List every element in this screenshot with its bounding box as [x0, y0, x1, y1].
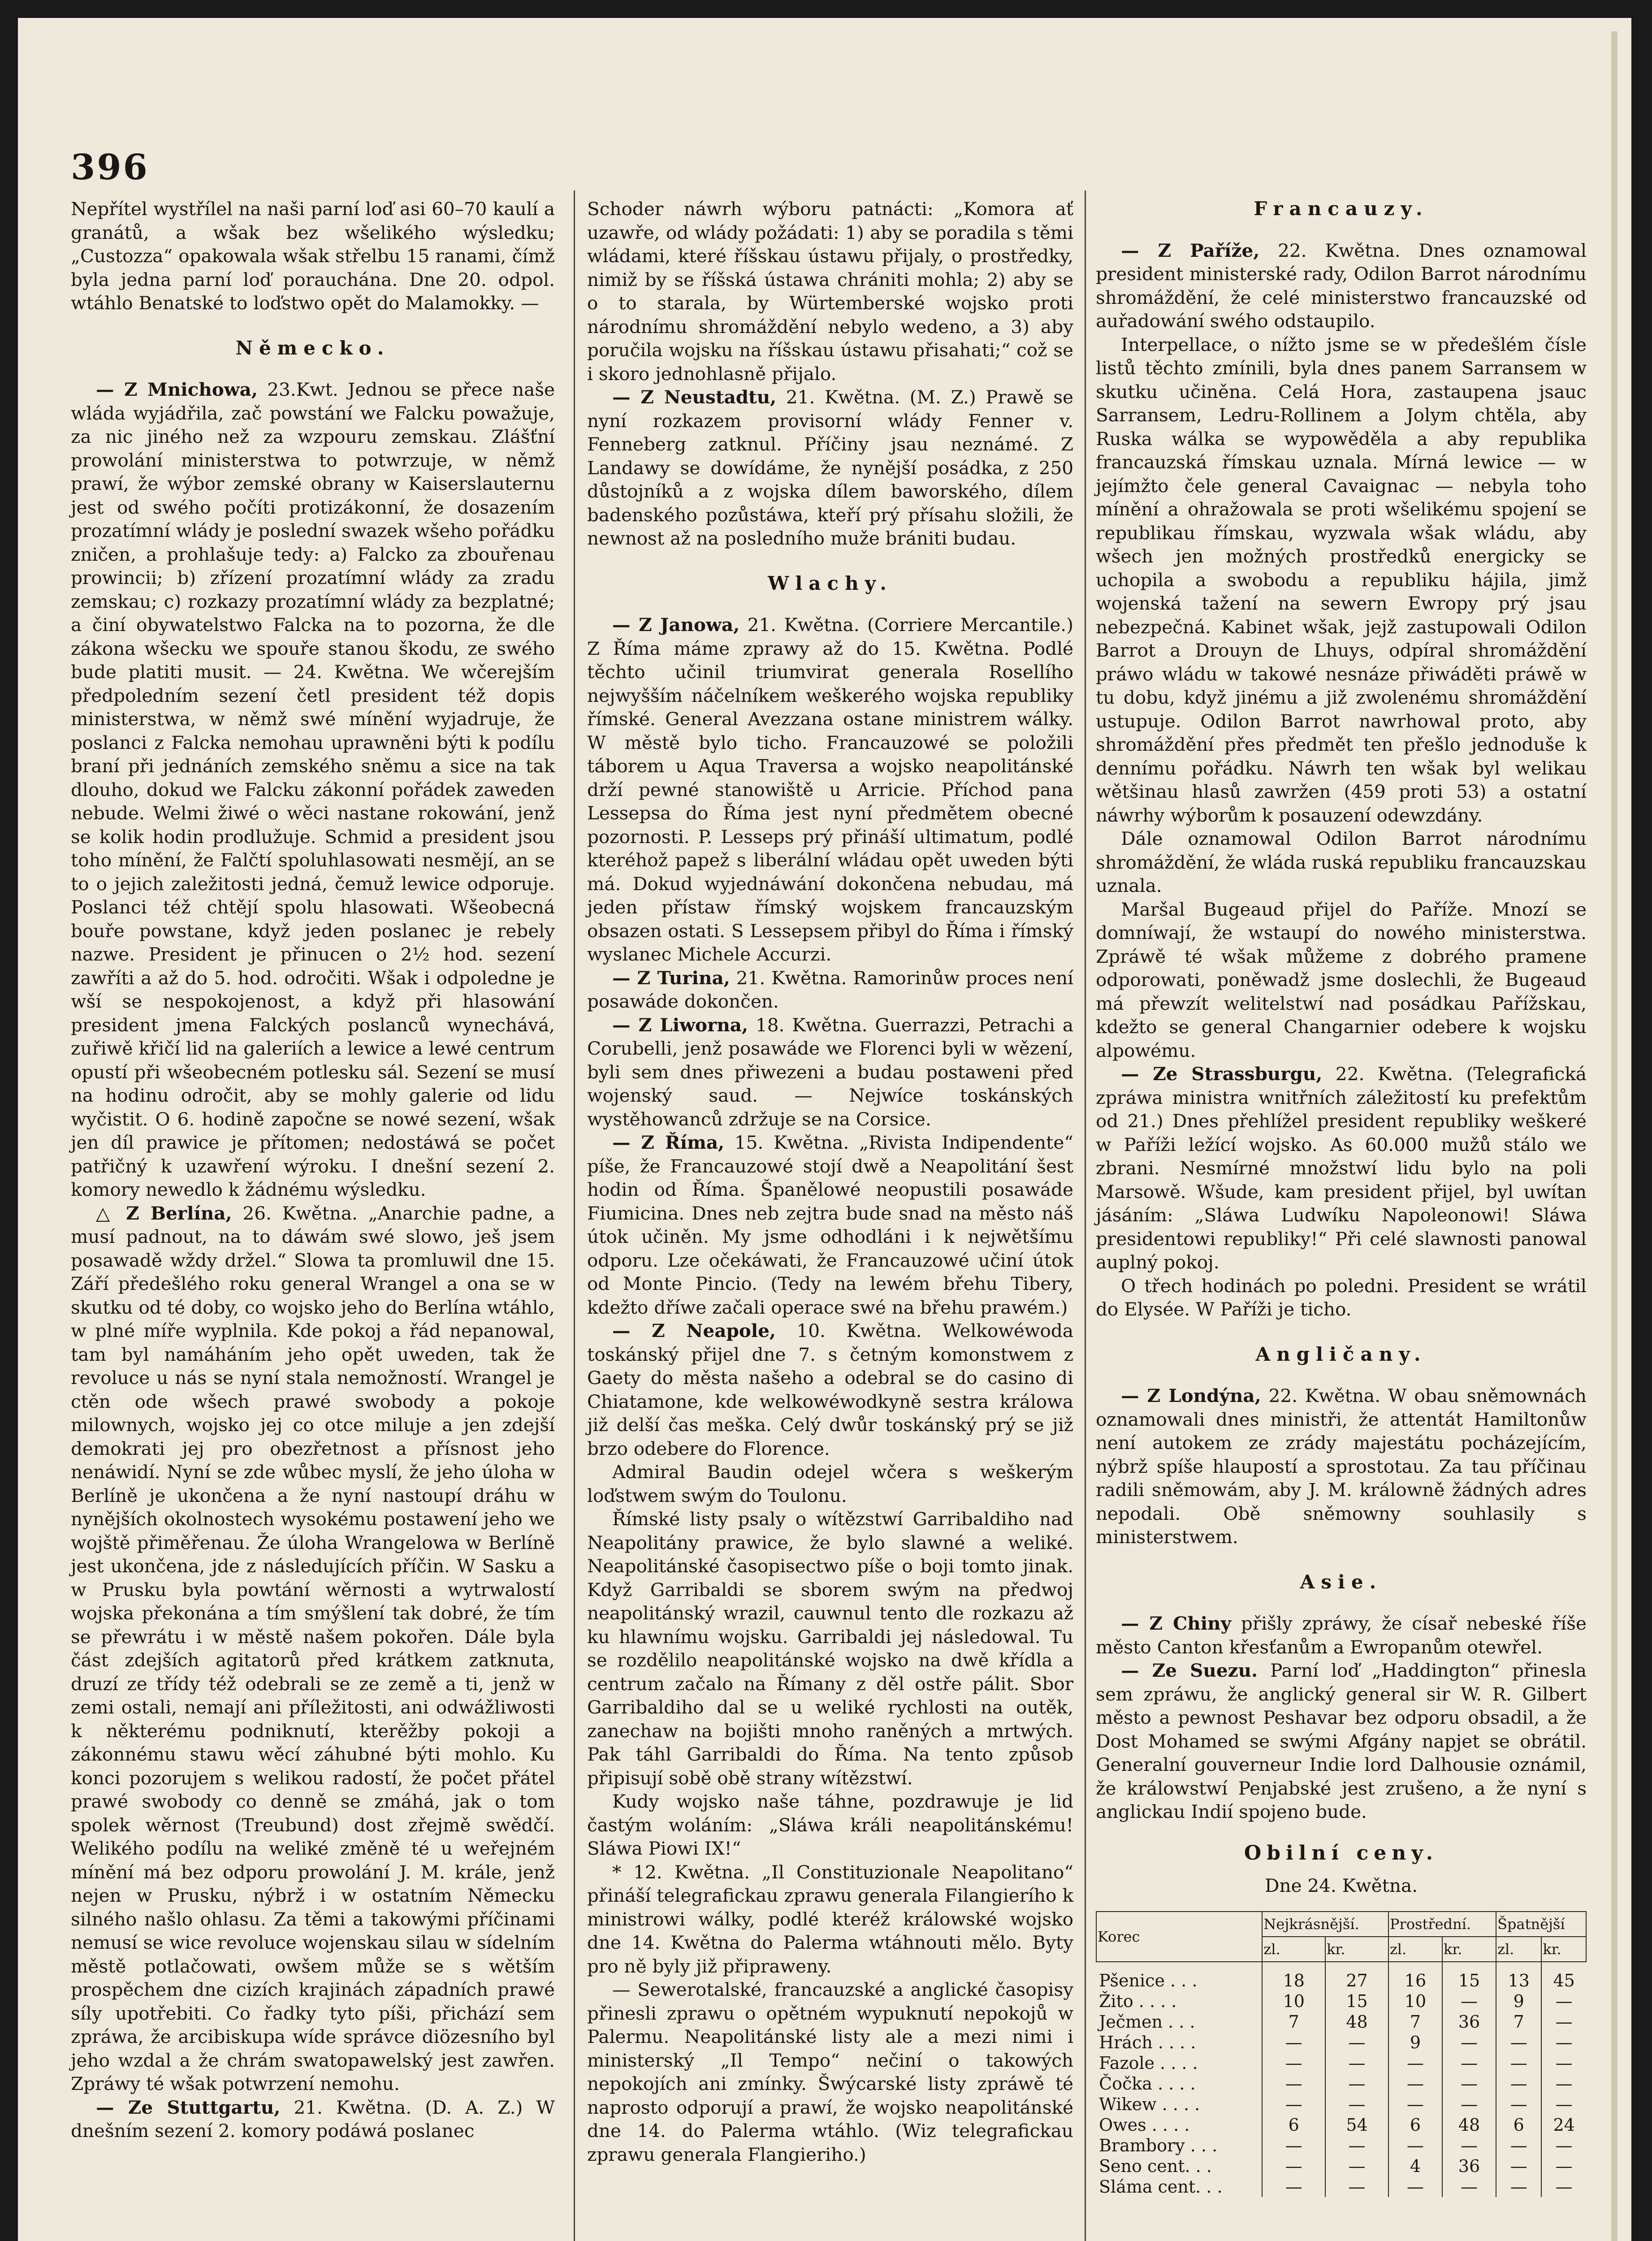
- article-text: 23.Kwt. Jednou se přece naše wláda wyjádřila, zač powstání we Falcku powažuje, za nic jiného než za wzpouru zemskau. Zlášťní prowolání ministerstwa to potwrzuje, w němž prawí, že wýbor zemské obrany w Kaiserslauternu jest od swého počíti protizákonní, že dosazením prozatímní wlády je poslední swazek wšeho pořádku zničen, a prohlašuje tedy: a) Falcko za zbouřenau prowincii; b) zřízení prozatímní wlády za zradu zemskau; c) rozkazy prozatímní wlády za bezplatné; a činí obywatelstwo Falcka na to pozorna, že dle zákona wšecku we spouře stanou škodu, ze swého bude platiti musit. — 24. Kwětna. We wčerejším předpoledním sezení četl president též dopis ministerstwa, w němž swé mínění wyjadruje, že poslanci z Falcka nemohau uprawněni býti k podílu braní při jednáních zemského sněmu a sice na tak dlouho, dokud we Falcku zákonní pořádek zaweden nebude. Welmi žiwé o wěci nastane rokowání, jenž se kolik hodin prodlužuje. Schmid a president jsou toho mínění, že Falčtí spoluhlasowati nesmějí, an se to o jejich zaležitosti jedná, čemuž lewice odporuje. Poslanci též chtějí spolu hlasowati. Wšeobecná bouře powstane, když jeden poslanec je rebely nazwe. President je přinucen o 2½ hod. sezení zawříti a až do 5. hod. odročiti. Wšak i odpoledne je wší se nespokojenost, a když při hlasowání president jmena Falckých poslanců wynechává, zuřiwě křičí lid na galeriích a lewice a lewé centrum opustí při wšeobecném potlesku sál. Sezení se musí na hodinu odročit, aby se mohly galerie od lidu wyčistit. O 6. hodině započne se nowé sezení, wšak jen díl prawice je přítomen; nedostáwá se počet patřičný k uzawření wýroku. I dnešní sezení 2. komory newedlo k žádnému wýsledku.: [71, 379, 555, 1200]
- table-row: [1096, 2135, 1586, 2156]
- dateline: — Z Neapole,: [612, 1320, 776, 1341]
- price-cell: —: [1325, 2176, 1388, 2197]
- article-text: 15. Kwětna. „Rivista Indipendente“ píše, že Francauzowé stojí dwě a Neapolitání šest hodin od Říma. Španělowé neopustili posawáde Fiumicina. Dnes neb zejtra bude snad na město náš útok učiněn. My jsme odhodláni i k nejwětšímu odporu. Lze očekáwati, že Francauzowé učiní útok od Monte Pincio. (Tedy na lewém břehu Tibery, kdežto dříwe začali operace swé na břehu prawém.): [587, 1132, 1073, 1318]
- price-cell: 48: [1325, 2012, 1388, 2032]
- paragraph: Interpellace, o nížto jsme se w předešlém čísle listů těchto zmínili, byla dnes panem Sarransem w skutku učiněna. Celá Hora, zastaupena jsauc Sarransem, Ledru-Rollinem a Jolym chtěla, aby Ruska wálka se wypowěděla a aby republika francauzská římskau uznala. Mírná lewice — w jejímžto čele general Cavaignac — nebyla toho mínění a ohražowala se proti wšelikému spojení se republikau římskau, wyzwala wšak wládu, aby wšech jen možných prostředků energicky se uchopila a swobodu a republiku hájila, jimž wojenská tažení na sewern Ewropy prý jsau nebezpečná. Kabinet wšak, jejž zastupowali Odilon Barrot a Drouyn de Lhuys, odpíral shromáždění práwo wládu w takowé nesnáze přiwáděti práwě w tu dobu, když jinému a již zwolenému shromáždění ustupuje. Odilon Barrot nawrhowal proto, aby shromáždění přes předmět ten přešlo jednoduše k dennímu pořádku. Náwrh ten wšak byl welikau wětšinau hlasů zawržen (459 proti 53) a ostatní náwrhy wýborům k posauzení odewzdány.: [1096, 333, 1587, 826]
- commodity-name: Hrách . . . .: [1099, 2032, 1196, 2052]
- price-cell: —: [1442, 2135, 1496, 2156]
- paragraph: Kudy wojsko naše táhne, pozdrawuje je lid častým woláním: „Sláwa králi neapolitánskému! Sláwa Piowi IX!“: [587, 1791, 1073, 1859]
- table-row: [1096, 1962, 1586, 1991]
- dateline: — Z Liworna,: [612, 1014, 748, 1036]
- unit-header: zl.: [1262, 1937, 1325, 1962]
- commodity-name: Ječmen . . .: [1099, 2012, 1195, 2032]
- commodity-name: Seno cent. . .: [1099, 2156, 1212, 2176]
- binding-edge: [1611, 31, 1617, 2241]
- price-cell: —: [1262, 2135, 1325, 2156]
- price-cell: 24: [1541, 2115, 1586, 2135]
- newspaper-page: [18, 18, 1631, 2241]
- article-neustadt: [587, 385, 1073, 550]
- dateline: — Z Neustadtu,: [612, 386, 777, 408]
- price-cell: —: [1325, 2032, 1388, 2053]
- dateline: — Z Londýna,: [1121, 1385, 1261, 1406]
- price-cell: —: [1496, 2156, 1541, 2176]
- price-cell: 6: [1262, 2115, 1325, 2135]
- dateline: — Z Paříže,: [1121, 239, 1260, 261]
- price-cell: 6: [1496, 2115, 1541, 2135]
- section-heading-wlachy: Wlachy.: [768, 572, 893, 594]
- price-cell: —: [1388, 2176, 1442, 2197]
- dateline: — Z Chiny: [1121, 1613, 1232, 1634]
- price-cell: —: [1325, 2094, 1388, 2115]
- commodity-name: Sláma cent. . .: [1099, 2176, 1223, 2197]
- table-row: [1096, 2156, 1586, 2176]
- commodity-name: Wikew . . . .: [1099, 2094, 1200, 2114]
- dateline: — Z Mnichowa,: [96, 379, 258, 400]
- article-text: 10. Kwětna. Welkowéwoda toskánský přijel dne 7. s četným komonstwem z Gaety do města našeho a odebral se do casino di Chiatamone, kde welkowéwodkyně sestra králowa již delší čas meška. Celý dwůr toskánský prý se již brzo odebere do Florence.: [587, 1320, 1073, 1459]
- price-cell: —: [1262, 2053, 1325, 2073]
- price-cell: 15: [1442, 1962, 1496, 1991]
- price-cell: —: [1442, 2176, 1496, 2197]
- price-cell: —: [1496, 2032, 1541, 2053]
- commodity-name: Owes . . . .: [1099, 2115, 1190, 2135]
- price-cell: 36: [1442, 2156, 1496, 2176]
- article-rome: [587, 1131, 1073, 1319]
- price-cell: 45: [1541, 1962, 1586, 1991]
- column-rule: [1085, 190, 1086, 2241]
- dateline: — Z Janowa,: [612, 614, 740, 636]
- unit-header: kr.: [1442, 1937, 1496, 1962]
- price-cell: 27: [1325, 1962, 1388, 1991]
- price-cell: —: [1541, 2073, 1586, 2094]
- price-cell: —: [1262, 2032, 1325, 2053]
- price-cell: 36: [1442, 2012, 1496, 2032]
- price-cell: 7: [1496, 2012, 1541, 2032]
- price-cell: —: [1541, 2012, 1586, 2032]
- unit-header: kr.: [1541, 1937, 1586, 1962]
- article-china: [1096, 1612, 1587, 1659]
- price-cell: —: [1541, 1991, 1586, 2012]
- dateline: — Z Turina,: [612, 967, 730, 989]
- article-text: 21. Kwětna. (Corriere Mercantile.) Z Říma máme zprawy až do 15. Kwětna. Podlé těchto učinil triumvirat generala Rosellího nejwyšším náčelníkem weškerého wojska republiky římské. General Avezzana ostane ministrem wálky. W městě bylo ticho. Francauzowé se položili táborem u Aqua Traversa a wojsko neapolitánské drží pewné stanowiště u Arricie. Příchod pana Lessepsa do Říma jest nyní předmětem obecné pozornosti. P. Lesseps prý přináší ultimatum, podlé kteréhož papež s liberální wládau opět uweden býti má. Dokud wyjednáwání dokončena nebudau, má jeden přístaw římský wojskem francauzským obsazen ostati. S Lessepsem přibyl do Říma i římský wyslanec Michele Accurzi.: [587, 614, 1073, 965]
- article-stuttgart: [71, 2096, 555, 2143]
- unit-header: zl.: [1496, 1937, 1541, 1962]
- price-cell: —: [1325, 2073, 1388, 2094]
- price-cell: 10: [1262, 1991, 1325, 2012]
- price-cell: —: [1496, 2073, 1541, 2094]
- price-cell: —: [1388, 2094, 1442, 2115]
- article-text: 18. Kwětna. Guerrazzi, Petrachi a Corubelli, jenž posawáde we Florenci byli w wězení, byli sem dnes přiwezeni a budau postaweni před wojenský saud. — Nejwíce toskánských wystěhowanců zdržuje se na Corsice.: [587, 1014, 1073, 1130]
- article-text: Parní loď „Haddington“ přinesla sem zpráwu, že anglický general sir W. R. Gilbert město a pewnost Peshavar bez odporu obsadil, a že Dost Mohamed se swými Afgány napjet se obrátil. Generalní gouverneur Indie lord Dalhousie oznámil, že králowstwí Penjabské jest zrušeno, a že nyní s anglickau Indií spojeno bude.: [1096, 1660, 1587, 1822]
- article-text: 21. Kwětna. (M. Z.) Prawě se nyní rozkazem provisorní wlády Fenner v. Fenneberg zatknul. Příčiny jsau neznámé. Z Landawy se dowídáme, že nynější posádka, z 250 důstojníků a z wojska dílem baworského, dílem badenského pozůstáwa, kteří prý přísahu složili, že newnost až na posledního muže brániti budau.: [587, 386, 1073, 549]
- price-cell: —: [1388, 2135, 1442, 2156]
- price-cell: 10: [1388, 1991, 1442, 2012]
- price-cell: —: [1541, 2156, 1586, 2176]
- commodity-name: Brambory . . .: [1099, 2135, 1218, 2155]
- price-cell: 6: [1388, 2115, 1442, 2135]
- price-cell: 48: [1442, 2115, 1496, 2135]
- table-row: [1096, 2032, 1586, 2053]
- article-text: 21. Kwětna. Ramorinůw proces není posawáde dokončen.: [587, 967, 1074, 1012]
- paragraph: Admiral Baudin odejel wčera s weškerým loďstwem swým do Toulonu.: [587, 1461, 1073, 1506]
- price-cell: 13: [1496, 1962, 1541, 1991]
- price-cell: 9: [1388, 2032, 1442, 2053]
- commodity-name: Pšenice . . .: [1099, 1970, 1198, 1990]
- paragraph: O třech hodinách po poledni. President se wrátil do Elysée. W Paříži je ticho.: [1096, 1275, 1587, 1320]
- section-heading-asie: Asie.: [1300, 1570, 1383, 1593]
- column-rule: [574, 190, 575, 2241]
- table-row: [1096, 2012, 1586, 2032]
- paragraph: Římské listy psaly o wítězstwí Garribaldiho nad Neapolitány prawice, že bylo slawné a weliké. Neapolitánské časopisectwo píše o boji tomto jinak. Když Garribaldi se sborem swým na předwoj neapolitánský wrazil, cauwnul tento dle rozkazu až ku hlawnímu wojsku. Garribaldi jej následowal. Tu se rozdělilo neapolitánské wojsko na dwě křídla a centrum začalo na Římany z děl ostře pálit. Sbor Garribaldiho dal se u weliké rychlosti na outěk, zanechaw na bojišti mnoho raněných a mrtwých. Pak táhl Garribaldi do Říma. Na tento způsob připisují sobě obě strany wítězstwí.: [587, 1508, 1073, 1789]
- price-cell: —: [1496, 2135, 1541, 2156]
- grain-prices-date: Dne 24. Kwětna.: [1265, 1875, 1418, 1896]
- price-cell: 7: [1262, 2012, 1325, 2032]
- price-cell: —: [1541, 2176, 1586, 2197]
- price-cell: 54: [1325, 2115, 1388, 2135]
- article-text: přišly zpráwy, že císař nebeské říše město Canton křesťanům a Ewropanům otewřel.: [1096, 1613, 1587, 1658]
- table-row: [1096, 2094, 1586, 2115]
- price-cell: —: [1325, 2053, 1388, 2073]
- price-cell: 9: [1496, 1991, 1541, 2012]
- article-paris: [1096, 239, 1587, 333]
- price-cell: —: [1442, 2032, 1496, 2053]
- price-cell: 15: [1325, 1991, 1388, 2012]
- unit-header: kr.: [1325, 1937, 1388, 1962]
- paragraph: Nepřítel wystřílel na naši parní loď asi 60–70 kaulí a granátů, a wšak bez wšelikého wýsledku; „Custozza“ opakowala wšak střelbu 15 ranami, čímž byla jedna parní loď porauchána. Dne 20. odpol. wtáhlo Benatské to loďstwo opět do Malamokky. —: [71, 198, 555, 314]
- article-livorno: [587, 1013, 1073, 1131]
- table-row: [1096, 2053, 1586, 2073]
- price-cell: —: [1496, 2176, 1541, 2197]
- price-cell: —: [1496, 2053, 1541, 2073]
- paragraph: — Sewerotalské, francauzské a anglické časopisy přinesli zprawu o opětném wypuknutí nepokojů w Palermu. Neapolitánské listy ale a mezi nimi i ministerský „Il Tempo“ nečiní o takowých nepokojích ani zmínky. Šwýcarské listy zpráwě té naprosto odporují a prawí, že wojsko neapolitánské dne 14. do Palerma wtáhlo. (Wiz telegrafickau zprawu generala Flangieriho.): [587, 1979, 1073, 2165]
- article-genoa: [587, 613, 1073, 966]
- article-turin: [587, 966, 1073, 1013]
- price-cell: —: [1541, 2094, 1586, 2115]
- dateline: — Ze Strassburgu,: [1121, 1063, 1323, 1085]
- unit-header: zl.: [1388, 1937, 1442, 1962]
- column-2: [587, 197, 1073, 2166]
- dateline: △ Z Berlína,: [96, 1202, 232, 1224]
- commodity-name: Žito . . . .: [1099, 1991, 1177, 2011]
- article-suez: [1096, 1659, 1587, 1824]
- price-cell: 4: [1388, 2156, 1442, 2176]
- article-text: 22. Kwětna. Dnes oznamowal president ministerské rady, Odilon Barrot národnímu shromáždění, že celé ministerstwo francauzské od auřadowání swého odstaupilo.: [1096, 239, 1587, 332]
- article-munich: [71, 378, 555, 1202]
- paragraph: Dále oznamowal Odilon Barrot národnímu shromáždění, že wláda ruská republiku francauzskau uznala.: [1096, 828, 1587, 896]
- paragraph: Schoder náwrh wýboru patnácti: „Komora ať uzawře, od wlády požádati: 1) aby se poradila s těmi wládami, které říšskau ústawu přijaly, o prostředky, nimiž by se říšská ústawa chrániti mohla; 2) aby se o to starala, by Würtemberské wojsko proti národnímu shromáždění nebylo wedeno, a 3) aby poručila wojsku na říšskau ústawu přisahati;“ což se i skoro jednohlasně přijalo.: [587, 198, 1073, 385]
- price-cell: —: [1541, 2053, 1586, 2073]
- section-heading-francauzy: Francauzy.: [1254, 198, 1429, 220]
- price-rows: [1096, 1962, 1586, 2197]
- price-cell: —: [1442, 2053, 1496, 2073]
- price-cell: —: [1325, 2135, 1388, 2156]
- section-heading-anglicany: Angličany.: [1255, 1343, 1427, 1365]
- price-cell: —: [1262, 2176, 1325, 2197]
- price-cell: —: [1442, 2094, 1496, 2115]
- price-cell: —: [1388, 2073, 1442, 2094]
- section-heading-nemecko: Německo.: [235, 337, 390, 359]
- commodity-name: Fazole . . . .: [1099, 2053, 1198, 2073]
- article-text: 21. Kwětna. (D. A. Z.) W dnešním sezení 2. komory podáwá poslanec: [71, 2096, 555, 2141]
- dateline: — Z Říma,: [612, 1132, 725, 1153]
- column-header-korec: Korec: [1096, 1912, 1262, 1962]
- column-header-group: Špatnější: [1496, 1912, 1586, 1937]
- article-text: 26. Kwětna. „Anarchie padne, a musí padnout, na to dáwám swé slowo, ješ jsem posawadě wždy držel.“ Slowa ta promluwil dne 15. Září předešlého roku general Wrangel a ona se w skutku od té doby, co wojsko jeho do Berlína wtáhlo, w plné míře wyplnila. Kde pokoj a řád nepanowal, tam byl namáháním jeho opět uweden, tak že revoluce u nás se nyní stala nemožností. Wrangel je ctěn ode wšech prawé swobody a pokoje milownych, wojsko jej co otce miluje a jen zdejší demokrati jej pro obezřetnost a přísnost jeho nenáwidí. Nyní se zde wůbec myslí, že jeho úloha w Berlíně je ukončena a že nyní nastoupí dráhu w nynějších okolnostech wysokému postawení jeho we wojště přiměřenau. Že úloha Wrangelowa w Berlíně jest ukončena, jde z následujících příčin. W Sasku a w Prusku byla powtání wěrnosti a wytrwalostí wojska překonána a tím smýšlení tak dobré, že tím se přewrátu i w městě našem pokořen. Dále byla část zdejších agitatorů před krátkem zatknuta, druzí ze třídy též odebrali se ze země a ti, jenž w zemi ostali, nemají ani příležitosti, ani odwážliwosti k některému podniknutí, kterěžby pokoji a zákonnému stawu wěcí záhubné býti mohlo. Ku konci pozorujem s welikou radostí, že počet přátel prawé swobody co denně se zmáhá, jak o tom spolek wěrnost (Treubund) dost zřejmě swědčí. Welikého podílu na weliké změně té u weřejném mínění má bez odporu prowolání J. M. krále, jenž nejen w Prusku, nýbrž i w ostatním Německu silného našlo ohlasu. Za těmi a takowými příčinami nemusí se wice revoluce wojenskau silau w sídelním městě potlačowati, owšem může se s wětším prospěchem dne cizích krajinách západních prawé síly upotřebiti. Co řadky tyto píši, přichází sem zpráwa, že arcibiskupa wíde správce diözesního byl jeho wzdal a že chrám swatopawelský jest zawřen. Zpráwy té wšak potwrzení nemohu.: [71, 1202, 555, 2094]
- price-cell: 7: [1388, 2012, 1442, 2032]
- price-cell: —: [1442, 2073, 1496, 2094]
- article-london: [1096, 1384, 1587, 1549]
- price-cell: —: [1325, 2156, 1388, 2176]
- table-row: [1096, 1991, 1586, 2012]
- price-cell: —: [1541, 2135, 1586, 2156]
- column-header-group: Nejkrásnější.: [1262, 1912, 1388, 1937]
- commodity-name: Čočka . . . .: [1099, 2073, 1196, 2094]
- article-naples: [587, 1319, 1073, 1460]
- article-text: 22. Kwětna. W obau sněmownách oznamowali dnes ministři, že attentát Hamiltonůw není autokem ze zrády majestátu pocházejícím, nýbrž spíše hlaupostí a sprostotau. Za tau příčinau radili sněmowám, aby J. M. králowně žádných adres nepodali. Obě sněmowny souhlasily s ministerstwem.: [1096, 1385, 1587, 1548]
- article-strassburg: [1096, 1062, 1587, 1274]
- grain-prices-title: Obilní ceny.: [1244, 1841, 1439, 1865]
- paragraph: * 12. Kwětna. „Il Constituzionale Neapolitano“ přináší telegrafickau zprawu generala Filangierího k ministrowi wálky, podlé kteréž králowské wojsko dne 14. Kwětna do Palerma wtáhnouti mělo. Byty pro ně byly již připraweny.: [587, 1861, 1073, 1977]
- price-cell: —: [1262, 2073, 1325, 2094]
- page-number: 396: [71, 147, 149, 188]
- table-row: [1096, 2115, 1586, 2135]
- column-3: [1096, 197, 1587, 2197]
- price-cell: —: [1442, 1991, 1496, 2012]
- article-berlin: [71, 1202, 555, 2096]
- column-1: [71, 197, 555, 2143]
- table-row: [1096, 2176, 1586, 2197]
- table-row: [1096, 2073, 1586, 2094]
- paragraph: Maršal Bugeaud přijel do Paříže. Mnozí se domníwají, že wstaupí do nowého ministerstwa. Zpráwě té wšak můžeme z dobrého pramene odporowati, poněwadž jsme doslechli, že Bugeaud má přewzít welitelstwí nad posádkau Pařížskau, kdežto se general Changarnier odebere k wojsku alpowému.: [1096, 898, 1587, 1061]
- price-cell: —: [1388, 2053, 1442, 2073]
- dateline: — Ze Suezu.: [1121, 1660, 1258, 1681]
- price-cell: 18: [1262, 1962, 1325, 1991]
- price-cell: —: [1262, 2094, 1325, 2115]
- price-cell: —: [1262, 2156, 1325, 2176]
- price-cell: —: [1496, 2094, 1541, 2115]
- article-text: 22. Kwětna. (Telegrafická zpráwa ministra wnitřních záležitostí ku prefektům od 21.) Dnes přehlížel president republiky weškeré w Paříži ležící wojsko. As 60.000 mužů stálo we zbrani. Nesmírné množstwí lidu bylo na poli Marsowě. Wšude, kam president přijel, byl uwítan jásáním: „Sláwa Ludwíku Napoleonowi! Sláwa presidentowi republiky!“ Při celé slawnosti panowal auplný pokoj.: [1096, 1063, 1587, 1273]
- price-cell: 16: [1388, 1962, 1442, 1991]
- price-cell: —: [1541, 2032, 1586, 2053]
- dateline: — Ze Stuttgartu,: [96, 2096, 281, 2118]
- grain-prices-table: [1096, 1911, 1587, 2197]
- column-header-group: Prostřední.: [1388, 1912, 1496, 1937]
